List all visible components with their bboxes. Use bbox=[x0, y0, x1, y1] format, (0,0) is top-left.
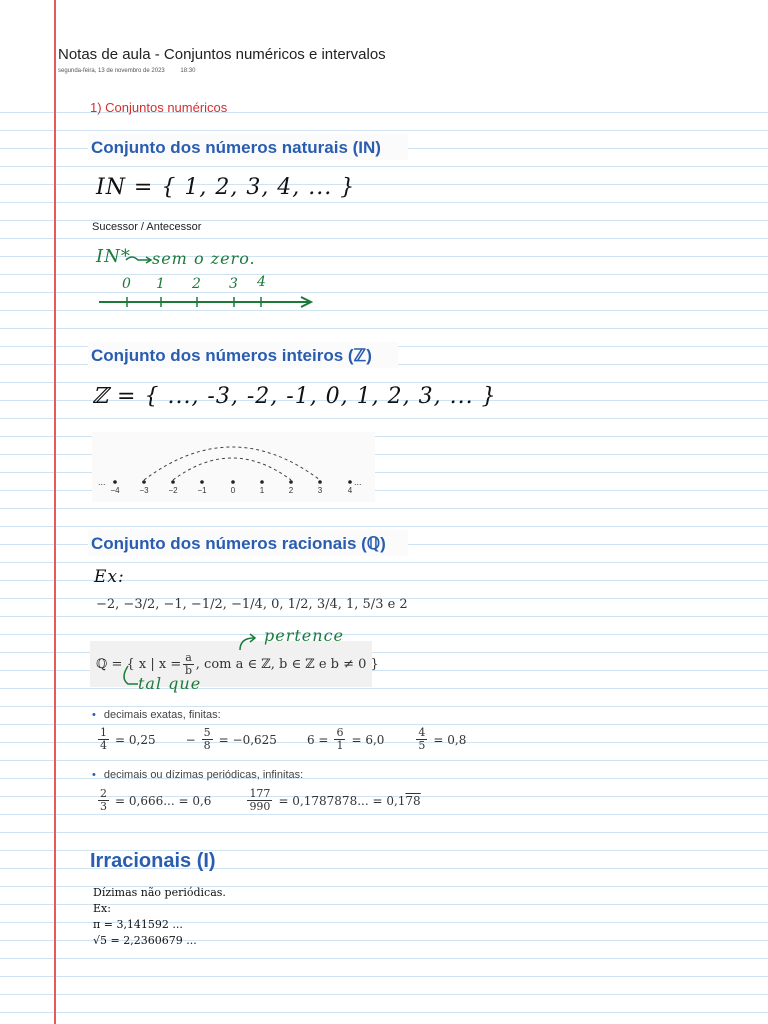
nstar-label: IN* bbox=[96, 246, 131, 267]
heading-racionais: Conjunto dos números racionais (ℚ) bbox=[91, 534, 386, 553]
arrow-icon bbox=[124, 252, 154, 266]
naturais-set-notation: IN = { 1, 2, 3, 4, ... } bbox=[96, 175, 356, 200]
fraction bbox=[247, 788, 272, 813]
successor-label: Sucessor / Antecessor bbox=[92, 221, 202, 233]
definition-suffix: , com a ∈ ℤ, b ∈ ℤ e b ≠ 0 } bbox=[195, 657, 379, 672]
numberline-label-0: 0 bbox=[122, 276, 132, 292]
numberline-label-2: 2 bbox=[192, 276, 202, 292]
bullet-periodic-decimals: • decimais ou dízimas periódicas, infinitas: bbox=[92, 769, 303, 781]
page-title: Notas de aula - Conjuntos numéricos e intervalos bbox=[58, 46, 386, 63]
fraction-numerator: 4 bbox=[418, 726, 426, 739]
example-sign: − bbox=[185, 732, 196, 747]
numberline-label-1: 1 bbox=[156, 276, 166, 292]
irracionais-line-1: Dízimas não periódicas. bbox=[93, 886, 226, 899]
fraction-numerator: 5 bbox=[203, 726, 211, 739]
tick-label: 2 bbox=[288, 486, 294, 495]
inteiros-set-notation: ℤ = { ..., -3, -2, -1, 0, 1, 2, 3, ... } bbox=[92, 384, 497, 409]
numberline-label-4: 4 bbox=[257, 274, 267, 290]
repeating-digits: 78 bbox=[405, 793, 421, 808]
fraction-denominator: 8 bbox=[203, 739, 211, 752]
irracionais-line-4: √5 = 2,2360679 ... bbox=[93, 934, 197, 947]
heading-inteiros: Conjunto dos números inteiros (ℤ) bbox=[91, 346, 372, 365]
tick-label: 3 bbox=[317, 486, 323, 495]
annotation-tal-que: tal que bbox=[138, 674, 202, 693]
page-date: segunda-feira, 13 de novembro de 2023 bbox=[58, 68, 165, 74]
tick-label: 0 bbox=[230, 486, 236, 495]
fraction-denominator: 990 bbox=[249, 800, 271, 813]
example-result: = 6,0 bbox=[351, 732, 385, 747]
irracionais-line-2: Ex: bbox=[93, 902, 111, 915]
example-result: = 0,8 bbox=[433, 732, 467, 747]
fraction bbox=[202, 727, 213, 752]
fraction bbox=[98, 727, 109, 752]
example-result: = −0,625 bbox=[218, 732, 277, 747]
tick-label: −4 bbox=[110, 486, 120, 495]
fraction bbox=[334, 727, 345, 752]
fraction-denominator: 4 bbox=[100, 739, 107, 752]
fraction-numerator: 177 bbox=[249, 787, 271, 800]
periodic-examples-row bbox=[96, 788, 421, 813]
fraction-numerator: 6 bbox=[336, 726, 344, 739]
fraction bbox=[98, 788, 109, 813]
rational-examples-line: −2, −3/2, −1, −1/2, −1/4, 0, 1/2, 3/4, 1, 5/3 e 2 bbox=[96, 597, 408, 612]
fraction-denominator: 1 bbox=[336, 739, 344, 752]
margin-line bbox=[54, 0, 56, 1024]
example-label: Ex: bbox=[94, 567, 125, 587]
fraction-denominator: 3 bbox=[100, 800, 107, 813]
example-result: = 0,666... = 0,6 bbox=[115, 793, 212, 808]
fraction-denominator: b bbox=[184, 664, 193, 677]
fraction-numerator: 1 bbox=[100, 726, 107, 739]
irracionais-line-3: π = 3,141592 ... bbox=[93, 918, 183, 931]
natural-number-line bbox=[95, 292, 317, 312]
exact-examples-row bbox=[96, 727, 466, 752]
annotation-pertence: pertence bbox=[264, 626, 344, 645]
heading-irracionais: Irracionais (I) bbox=[90, 850, 216, 872]
svg-text:...: ... bbox=[354, 477, 362, 487]
fraction bbox=[416, 727, 427, 752]
nstar-note: sem o zero. bbox=[152, 249, 256, 268]
bullet-exact-decimals: • decimais exatas, finitas: bbox=[92, 709, 221, 721]
section-title: 1) Conjuntos numéricos bbox=[90, 100, 228, 115]
tick-label: −1 bbox=[197, 486, 207, 495]
arrow-icon bbox=[236, 632, 260, 652]
tick-label: 4 bbox=[347, 486, 353, 495]
page-time: 18:30 bbox=[180, 68, 196, 74]
tick-label: 1 bbox=[259, 486, 265, 495]
definition-prefix: ℚ = { x | x = bbox=[96, 657, 182, 672]
numberline-label-3: 3 bbox=[229, 276, 239, 292]
svg-text:...: ... bbox=[98, 477, 106, 487]
tick-label: −3 bbox=[139, 486, 149, 495]
fraction-numerator: a bbox=[185, 651, 192, 664]
tick-label: −2 bbox=[168, 486, 178, 495]
example-sign: 6 = bbox=[306, 732, 329, 747]
fraction-denominator: 5 bbox=[418, 739, 426, 752]
example-result: = 0,1787878... = 0,1 bbox=[278, 793, 406, 808]
fraction-numerator: 2 bbox=[100, 787, 107, 800]
heading-naturais: Conjunto dos números naturais (IN) bbox=[91, 138, 381, 157]
page-timestamp bbox=[58, 68, 209, 74]
example-result: = 0,25 bbox=[115, 732, 156, 747]
